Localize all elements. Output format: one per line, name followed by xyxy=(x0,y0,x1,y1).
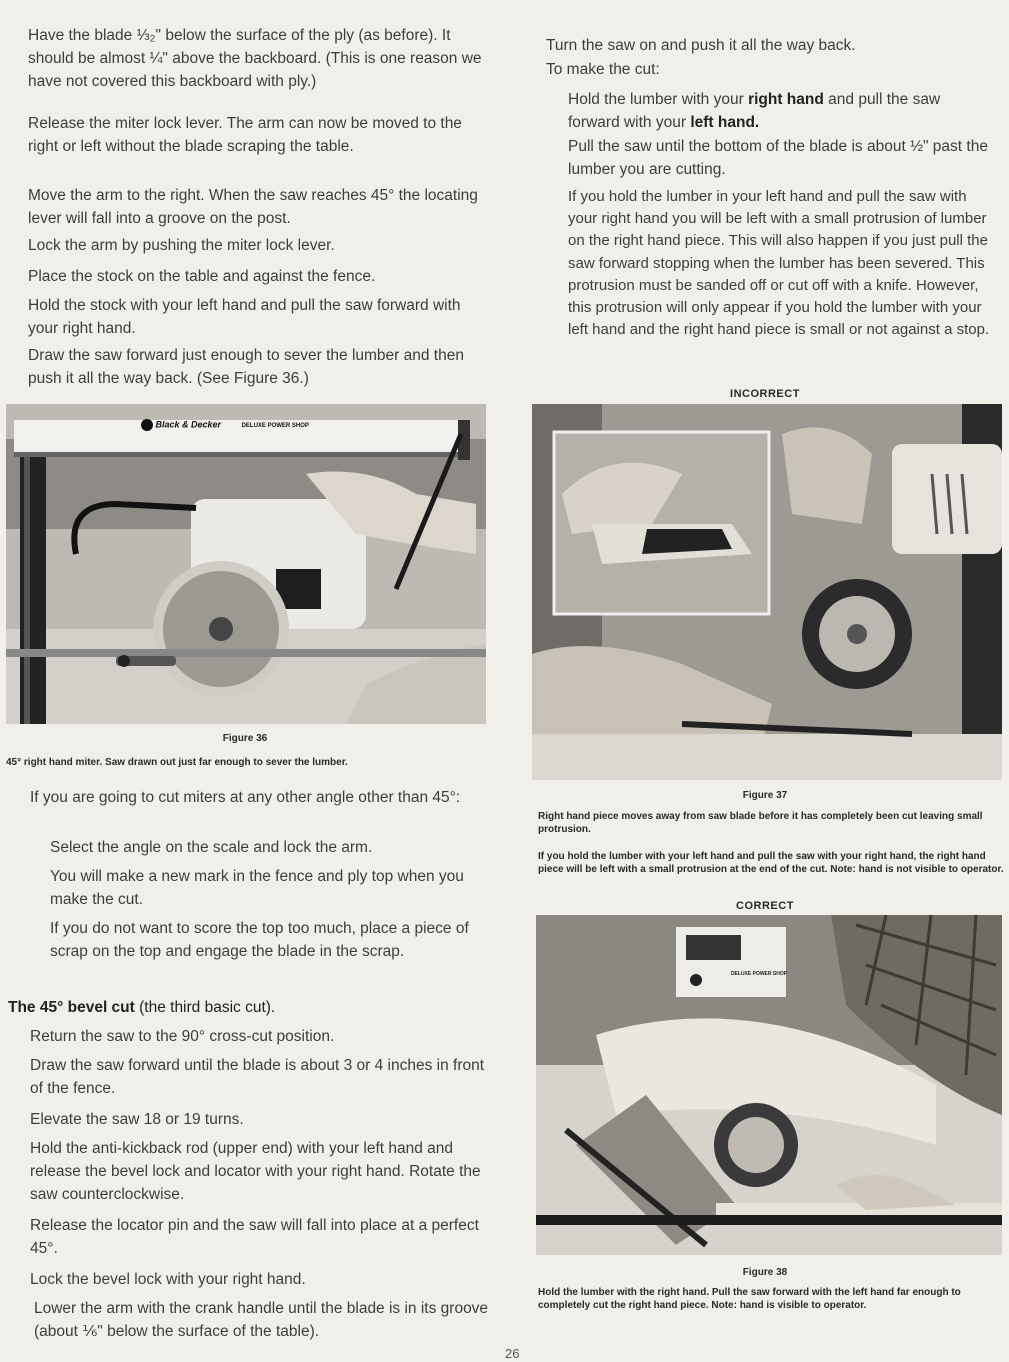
figure-36-brand: Black & Decker xyxy=(155,419,222,430)
figure-38-illustration xyxy=(536,915,1002,1255)
figure-38-heading: CORRECT xyxy=(736,900,794,912)
bevel-step-locator: Release the locator pin and the saw will fall into place at a perfect 45°. xyxy=(30,1217,479,1257)
figure-36-label: Figure 36 xyxy=(222,733,268,744)
figure-37-caption-1: Right hand piece moves away from saw blade before it has completely been cut leaving small protrusion. xyxy=(538,811,983,835)
step-hold-c: and pull the saw forward with your xyxy=(568,91,941,131)
step-pull-saw: Pull the saw until the bottom of the blade is about ½" past the lumber you are cutting. xyxy=(568,138,988,178)
paragraph-lock-arm: Lock the arm by pushing the miter lock lever. xyxy=(28,237,335,254)
bevel-step-elevate: Elevate the saw 18 or 19 turns. xyxy=(30,1111,244,1128)
bevel-step-return: Return the saw to the 90° cross-cut position. xyxy=(30,1028,335,1045)
figure-38-badge: DELUXE POWER SHOP xyxy=(730,971,788,977)
paragraph-release-miter: Release the miter lock lever. The arm can now be moved to the right or left without the blade scraping the table. xyxy=(28,115,462,155)
bevel-step-anti-kickback: Hold the anti-kickback rod (upper end) with your left hand and release the bevel lock and locator with your right hand. Rotate the saw counterclockwise. xyxy=(30,1140,481,1203)
figure-36-photo xyxy=(6,404,486,724)
paragraph-other-angles: If you are going to cut miters at any other angle other than 45°: xyxy=(30,789,461,806)
brand-logo-icon xyxy=(141,419,153,431)
paragraph-turn-on: Turn the saw on and push it all the way back. xyxy=(546,37,856,54)
figure-36-caption: 45° right hand miter. Saw drawn out just far enough to sever the lumber. xyxy=(6,757,348,768)
figure-37-label: Figure 37 xyxy=(742,790,788,801)
figure-36-badge: DELUXE POWER SHOP xyxy=(241,423,309,430)
step-select-angle: Select the angle on the scale and lock the arm. xyxy=(50,839,373,856)
figure-38-photo xyxy=(536,915,1002,1255)
step-protrusion: If you hold the lumber in your left hand and pull the saw with your right hand you will be left with a small protrusion of lumber on the right hand piece. This will also happen if you just pull the saw forward stopping when the lumber has been severed. This protrusion must be sanded off or cut off with a knife. However, this protrusion will only appear if you hold the lumber with your left hand and the right hand piece is small or not against a stop. xyxy=(568,188,990,339)
bevel-step-lower: Lower the arm with the crank handle until the blade is in its groove (about ⅙" below the surface of the table). xyxy=(34,1300,489,1340)
step-hold-left-hand: left hand. xyxy=(690,114,760,131)
paragraph-blade-depth: Have the blade ⅓₂" below the surface of the ply (as before). It should be almost ¼" above the backboard. (This is one reason we have not covered this backboard with ply.) xyxy=(28,27,482,90)
paragraph-place-stock: Place the stock on the table and against the fence. xyxy=(28,268,376,285)
step-new-mark: You will make a new mark in the fence and ply top when you make the cut. xyxy=(50,868,464,908)
step-hold-lumber xyxy=(568,88,993,134)
paragraph-draw-saw: Draw the saw forward just enough to sever the lumber and then push it all the way back. (See Figure 36.) xyxy=(28,347,464,387)
step-scrap: If you do not want to score the top too much, place a piece of scrap on the top and engage the blade in the scrap. xyxy=(50,920,469,960)
paragraph-hold-stock: Hold the stock with your left hand and pull the saw forward with your right hand. xyxy=(28,297,461,337)
figure-37-illustration xyxy=(532,404,1002,780)
figure-37-caption-2: If you hold the lumber with your left hand and pull the saw with your right hand, the right hand piece will be left with a small protrusion at the end of the cut. Note: hand is not visible to operator. xyxy=(538,851,1004,875)
figure-38-caption: Hold the lumber with the right hand. Pull the saw forward with the left hand far enough to completely cut the right hand piece. Note: hand is visible to operator. xyxy=(538,1287,961,1311)
figure-36-illustration xyxy=(6,404,486,724)
section-heading-bevel xyxy=(8,996,488,1019)
step-hold-a: Hold the lumber with your xyxy=(568,91,749,108)
bevel-step-draw: Draw the saw forward until the blade is about 3 or 4 inches in front of the fence. xyxy=(30,1057,485,1097)
bevel-step-lock: Lock the bevel lock with your right hand. xyxy=(30,1271,306,1288)
bevel-heading-rest: (the third basic cut). xyxy=(134,999,276,1016)
bevel-heading-bold: The 45° bevel cut xyxy=(8,999,135,1016)
page-number: 26 xyxy=(505,1346,520,1361)
step-hold-right-hand: right hand xyxy=(748,91,824,108)
figure-37-heading: INCORRECT xyxy=(730,388,800,400)
paragraph-make-cut: To make the cut: xyxy=(546,61,660,78)
paragraph-move-arm: Move the arm to the right. When the saw reaches 45° the locating lever will fall into a groove on the post. xyxy=(28,187,478,227)
figure-37-photo xyxy=(532,404,1002,780)
figure-38-label: Figure 38 xyxy=(742,1267,788,1278)
